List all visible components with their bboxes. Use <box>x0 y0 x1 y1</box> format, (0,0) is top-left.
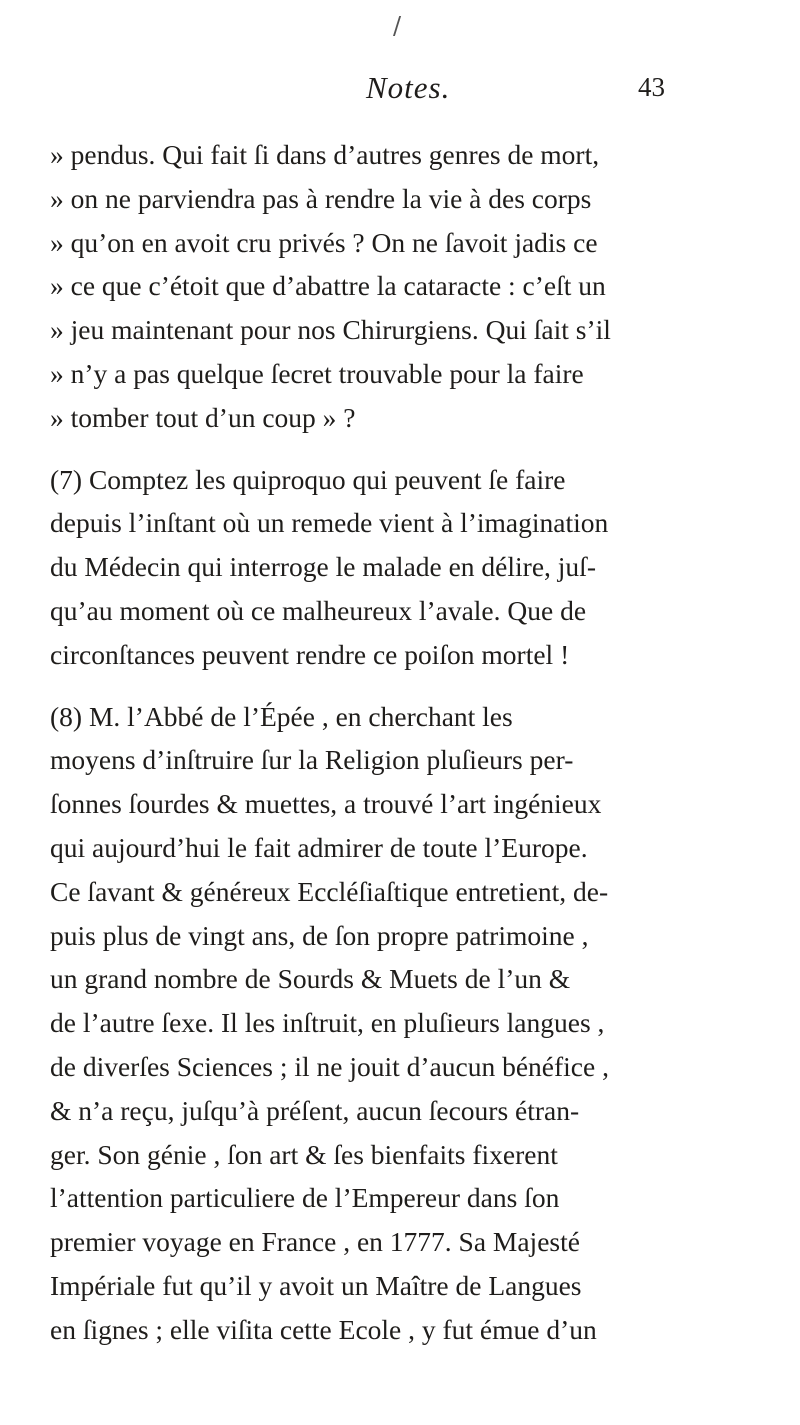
note-8-line: & n’a reçu, juſqu’à préſent, aucun ſecours étran- <box>50 1094 580 1126</box>
note-8-line: (8) M. l’Abbé de l’Épée , en cherchant les <box>50 700 513 732</box>
text-line: » on ne parviendra pas à rendre la vie à des corps <box>50 182 592 214</box>
text-line: » qu’on en avoit cru privés ? On ne ſavoit jadis ce <box>50 226 598 258</box>
note-8-line: Ce ſavant & généreux Eccléſiaſtique entretient, de- <box>50 875 609 907</box>
note-8-line: qui aujourd’hui le fait admirer de toute l’Europe. <box>50 831 588 863</box>
page-number: 43 <box>638 72 665 102</box>
note-8-line: de diverſes Sciences ; il ne jouit d’aucun bénéfice , <box>50 1050 609 1082</box>
text-line: » n’y a pas quelque ſecret trouvable pour la faire <box>50 357 584 389</box>
note-8-line: moyens d’inſtruire ſur la Religion pluſieurs per- <box>50 744 574 776</box>
note-7-line: (7) Comptez les quiproquo qui peuvent ſe faire <box>50 463 566 495</box>
top-mark: / <box>393 12 402 40</box>
note-8-line: un grand nombre de Sourds & Muets de l’un & <box>50 963 571 995</box>
note-8-line: l’attention particuliere de l’Empereur dans ſon <box>50 1182 560 1214</box>
note-8-line: en ſignes ; elle viſita cette Ecole , y fut émue d’un <box>50 1313 597 1345</box>
note-8-line: premier voyage en France , en 1777. Sa Majesté <box>50 1226 580 1258</box>
note-7-line: qu’au moment où ce malheureux l’avale. Que de <box>50 594 587 626</box>
running-header <box>0 70 800 110</box>
page-body <box>50 133 750 1352</box>
text-line: » ce que c’étoit que d’abattre la cataracte : c’eſt un <box>50 270 606 302</box>
text-line: » pendus. Qui fait ſi dans d’autres genres de mort, <box>50 139 600 170</box>
running-title: Notes. <box>366 70 451 105</box>
note-8-line: de l’autre ſexe. Il les inſtruit, en pluſieurs langues , <box>50 1007 605 1039</box>
text-line: » tomber tout d’un coup » ? <box>50 401 356 433</box>
note-8-line: ger. Son génie , ſon art & ſes bienfaits fixerent <box>50 1138 558 1170</box>
text-line: » jeu maintenant pour nos Chirurgiens. Qui ſait s’il <box>50 314 611 346</box>
note-7-line: du Médecin qui interroge le malade en délire, juſ- <box>50 551 596 583</box>
note-7-line: circonſtances peuvent rendre ce poiſon mortel ! <box>50 638 570 670</box>
note-8-line: Impériale fut qu’il y avoit un Maître de Langues <box>50 1269 582 1301</box>
note-8-line: puis plus de vingt ans, de ſon propre patrimoine , <box>50 919 589 951</box>
note-8-line: ſonnes ſourdes & muettes, a trouvé l’art ingénieux <box>50 788 602 820</box>
note-7-line: depuis l’inſtant où un remede vient à l’imagination <box>50 507 609 539</box>
